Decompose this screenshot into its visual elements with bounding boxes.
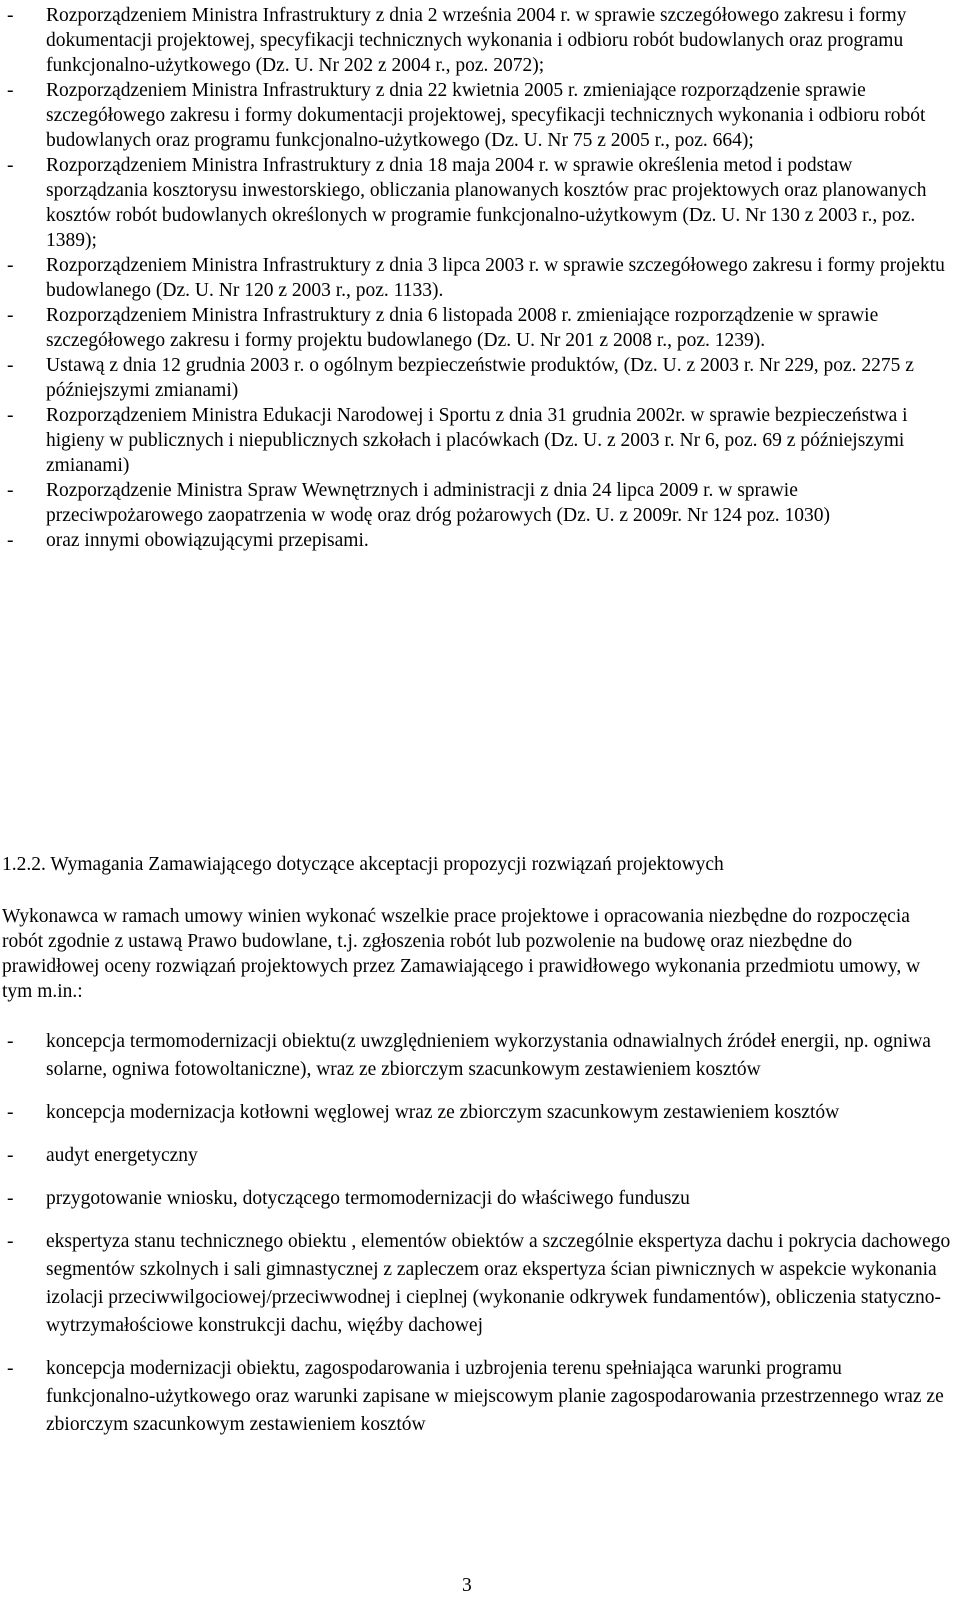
- list-item: - przygotowanie wniosku, dotyczącego termomodernizacji do właściwego funduszu: [5, 1185, 953, 1213]
- list-item: - Rozporządzeniem Ministra Infrastruktury z dnia 3 lipca 2003 r. w sprawie szczegółowego zakresu i formy projektu budowlanego (Dz. U. Nr 120 z 2003 r., poz. 1133).: [5, 253, 953, 303]
- page-number: 3: [462, 1575, 472, 1596]
- list-item: - Rozporządzeniem Ministra Edukacji Narodowej i Sportu z dnia 31 grudnia 2002r. w sprawie bezpieczeństwa i higieny w publicznych i niepublicznych szkołach i placówkach (Dz. U. z 2003 r. Nr 6, poz. 69 z późniejszymi zmianami): [5, 403, 953, 478]
- list-item: - koncepcja modernizacji obiektu, zagospodarowania i uzbrojenia terenu spełniająca warunki programu funkcjonalno-użytkowego oraz warunki zapisane w miejscowym planie zagospodarowania przestrzennego wraz ze zbiorczym szacunkowym zestawieniem kosztów: [5, 1355, 953, 1439]
- list-item: - audyt energetyczny: [5, 1142, 953, 1170]
- list-item: - oraz innymi obowiązującymi przepisami.: [5, 528, 953, 553]
- scope-list: [5, 1028, 953, 1454]
- list-item: - Rozporządzeniem Ministra Infrastruktury z dnia 22 kwietnia 2005 r. zmieniające rozporządzenie sprawie szczegółowego zakresu i formy dokumentacji projektowej, specyfikacji technicznych wykonania i odbioru robót budowlanych oraz programu funkcjonalno-użytkowego (Dz. U. Nr 75 z 2005 r., poz. 664);: [5, 78, 953, 153]
- list-item: - ekspertyza stanu technicznego obiektu , elementów obiektów a szczególnie ekspertyza dachu i pokrycia dachowego segmentów szkolnych i sali gimnastycznej z zapleczem oraz ekspertyza ścian piwnicznych w aspekcie wykonania izolacji przeciwwilgociowej/przeciwwodnej i cieplnej (wykonanie odkrywek fundamentów), obliczenia statyczno-wytrzymałościowe konstrukcji dachu, więźby dachowej: [5, 1228, 953, 1340]
- list-item: - Rozporządzeniem Ministra Infrastruktury z dnia 6 listopada 2008 r. zmieniające rozporządzenie w sprawie szczegółowego zakresu i formy projektu budowlanego (Dz. U. Nr 201 z 2008 r., poz. 1239).: [5, 303, 953, 353]
- list-item: - koncepcja modernizacja kotłowni węglowej wraz ze zbiorczym szacunkowym zestawieniem kosztów: [5, 1099, 953, 1127]
- list-item: - Rozporządzenie Ministra Spraw Wewnętrznych i administracji z dnia 24 lipca 2009 r. w sprawie przeciwpożarowego zaopatrzenia w wodę oraz dróg pożarowych (Dz. U. z 2009r. Nr 124 poz. 1030): [5, 478, 953, 528]
- list-item: - Rozporządzeniem Ministra Infrastruktury z dnia 18 maja 2004 r. w sprawie określenia metod i podstaw sporządzania kosztorysu inwestorskiego, obliczania planowanych kosztów prac projektowych oraz planowanych kosztów robót budowlanych określonych w programie funkcjonalno-użytkowym (Dz. U. Nr 130 z 2003 r., poz. 1389);: [5, 153, 953, 253]
- section-heading: 1.2.2. Wymagania Zamawiającego dotyczące akceptacji propozycji rozwiązań projektowych: [2, 854, 724, 875]
- intro-paragraph: Wykonawca w ramach umowy winien wykonać wszelkie prace projektowe i opracowania niezbędne do rozpoczęcia robót zgodnie z ustawą Prawo budowlane, t.j. zgłoszenia robót lub pozwolenie na budowę oraz niezbędne do prawidłowej oceny rozwiązań projektowych przez Zamawiającego i prawidłowego wykonania przedmiotu umowy, w tym m.in.:: [2, 906, 921, 1002]
- regulations-list: [5, 3, 953, 553]
- list-item: - Ustawą z dnia 12 grudnia 2003 r. o ogólnym bezpieczeństwie produktów, (Dz. U. z 2003 r. Nr 229, poz. 2275 z późniejszymi zmianami): [5, 353, 953, 403]
- list-item: - koncepcja termomodernizacji obiektu(z uwzględnieniem wykorzystania odnawialnych źródeł energii, np. ogniwa solarne, ogniwa fotowoltaniczne), wraz ze zbiorczym szacunkowym zestawieniem kosztów: [5, 1028, 953, 1084]
- list-item: - Rozporządzeniem Ministra Infrastruktury z dnia 2 września 2004 r. w sprawie szczegółowego zakresu i formy dokumentacji projektowej, specyfikacji technicznych wykonania i odbioru robót budowlanych oraz programu funkcjonalno-użytkowego (Dz. U. Nr 202 z 2004 r., poz. 2072);: [5, 3, 953, 78]
